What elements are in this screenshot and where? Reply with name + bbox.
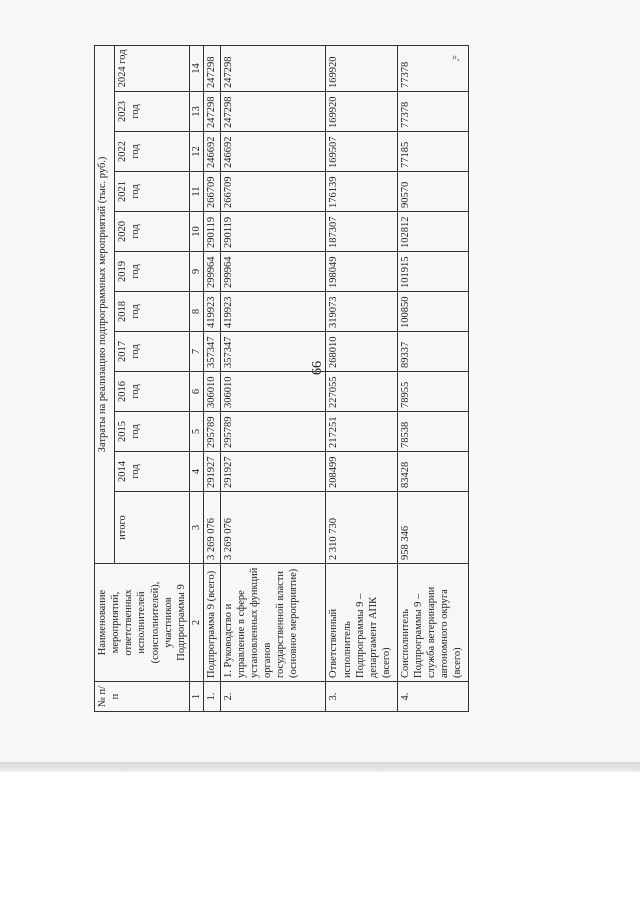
row-value: 357347 — [220, 332, 326, 372]
row-value: 169920 — [326, 92, 397, 132]
column-index: 1 — [189, 682, 203, 712]
header-year: 2015 год — [115, 412, 190, 452]
rotated-table-area — [94, 46, 464, 712]
row-value: 290119 — [204, 212, 220, 252]
column-index: 13 — [189, 92, 203, 132]
row-value: 101915 — [397, 252, 468, 292]
row-value: 299964 — [220, 252, 326, 292]
header-year: 2019 год — [115, 252, 190, 292]
header-year: 2017 год — [115, 332, 190, 372]
header-year: 2020 год — [115, 212, 190, 252]
table-row — [397, 45, 468, 711]
table-row — [220, 45, 326, 711]
row-name: Соисполнитель Подпрограммы 9 – служба ветеринарии автономного округа (всего) — [397, 564, 468, 682]
row-value: 77185 — [397, 132, 468, 172]
row-value: 357347 — [204, 332, 220, 372]
rotated-table-container — [94, 46, 464, 712]
row-value: 246692 — [204, 132, 220, 172]
header-year: 2024 год — [115, 45, 190, 91]
header-year: 2021 год — [115, 172, 190, 212]
column-index: 5 — [189, 412, 203, 452]
column-index: 12 — [189, 132, 203, 172]
header-year: 2022 год — [115, 132, 190, 172]
row-value: 419923 — [220, 292, 326, 332]
row-value: 78538 — [397, 412, 468, 452]
row-value: 306010 — [220, 372, 326, 412]
row-name: 1. Руководство и управление в сфере установленных функций органов государственной власти (основное мероприятие) — [220, 564, 326, 682]
corner-mark: », — [452, 52, 460, 63]
column-index: 11 — [189, 172, 203, 212]
header-number: № п/п — [95, 682, 190, 712]
row-value: 77378 — [397, 45, 468, 91]
row-value: 90570 — [397, 172, 468, 212]
table-row — [326, 45, 397, 711]
row-value: 217251 — [326, 412, 397, 452]
column-index: 10 — [189, 212, 203, 252]
row-value: 291927 — [204, 452, 220, 492]
row-value: 100850 — [397, 292, 468, 332]
row-value: 187307 — [326, 212, 397, 252]
row-value: 102812 — [397, 212, 468, 252]
row-total: 958 346 — [397, 492, 468, 564]
row-value: 306010 — [204, 372, 220, 412]
row-value: 247298 — [220, 45, 326, 91]
row-value: 268010 — [326, 332, 397, 372]
row-value: 319073 — [326, 292, 397, 332]
row-value: 299964 — [204, 252, 220, 292]
column-index-row — [189, 45, 203, 711]
header-year: 2023 год — [115, 92, 190, 132]
column-index: 6 — [189, 372, 203, 412]
row-value: 246692 — [220, 132, 326, 172]
row-total: 3 269 076 — [204, 492, 220, 564]
row-number: 2. — [220, 682, 326, 712]
row-total: 2 310 730 — [326, 492, 397, 564]
row-value: 266709 — [220, 172, 326, 212]
header-costs: Затраты на реализацию подпрограммных мероприятий (тыс. руб.) — [95, 45, 115, 563]
row-value: 83428 — [397, 452, 468, 492]
row-value: 295789 — [220, 412, 326, 452]
row-name: Ответственный исполнитель Подпрограммы 9 – департамент АПК (всего) — [326, 564, 397, 682]
row-value: 290119 — [220, 212, 326, 252]
row-value: 247298 — [204, 45, 220, 91]
row-value: 77378 — [397, 92, 468, 132]
row-number: 1. — [204, 682, 220, 712]
row-value: 169920 — [326, 45, 397, 91]
row-number: 4. — [397, 682, 468, 712]
row-value: 169507 — [326, 132, 397, 172]
expenditure-table — [94, 45, 469, 712]
column-index: 7 — [189, 332, 203, 372]
row-value: 266709 — [204, 172, 220, 212]
header-total: итого — [115, 492, 190, 564]
table-row — [204, 45, 220, 711]
row-value: 247298 — [220, 92, 326, 132]
row-total: 3 269 076 — [220, 492, 326, 564]
scan-edge — [0, 762, 640, 772]
column-index: 4 — [189, 452, 203, 492]
row-value: 78955 — [397, 372, 468, 412]
column-index: 8 — [189, 292, 203, 332]
row-value: 176139 — [326, 172, 397, 212]
row-value: 247298 — [204, 92, 220, 132]
page-number: 66 — [310, 361, 325, 375]
row-value: 419923 — [204, 292, 220, 332]
header-name: Наименование мероприятий, ответственных исполнителей (соисполнителей), участников Подпрограммы 9 — [95, 564, 190, 682]
header-year: 2018 год — [115, 292, 190, 332]
row-value: 227055 — [326, 372, 397, 412]
column-index: 2 — [189, 564, 203, 682]
column-index: 3 — [189, 492, 203, 564]
row-value: 295789 — [204, 412, 220, 452]
row-value: 89337 — [397, 332, 468, 372]
row-value: 291927 — [220, 452, 326, 492]
header-year: 2014 год — [115, 452, 190, 492]
header-year: 2016 год — [115, 372, 190, 412]
row-name: Подпрограмма 9 (всего) — [204, 564, 220, 682]
row-value: 208499 — [326, 452, 397, 492]
column-index: 14 — [189, 45, 203, 91]
row-value: 198049 — [326, 252, 397, 292]
column-index: 9 — [189, 252, 203, 292]
row-number: 3. — [326, 682, 397, 712]
